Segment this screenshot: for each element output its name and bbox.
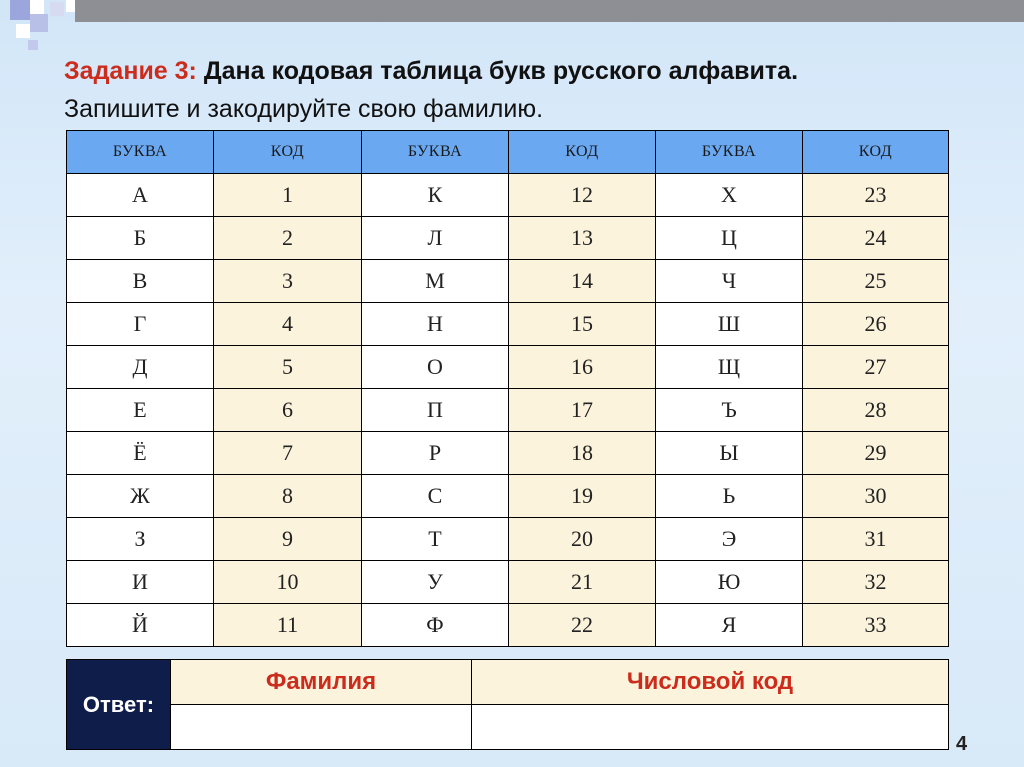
letter-cell: Й bbox=[67, 604, 214, 647]
letter-cell: Л bbox=[362, 217, 509, 260]
code-cell: 8 bbox=[214, 475, 362, 518]
letter-column-header: БУКВА bbox=[656, 131, 803, 174]
code-column-header: КОД bbox=[509, 131, 656, 174]
numeric-code-column-header: Числовой код bbox=[472, 660, 949, 705]
code-table-header-row bbox=[67, 131, 949, 174]
surname-answer-cell[interactable] bbox=[171, 705, 472, 750]
letter-cell: Э bbox=[656, 518, 803, 561]
letter-cell: Ю bbox=[656, 561, 803, 604]
code-cell: 31 bbox=[803, 518, 949, 561]
code-cell: 10 bbox=[214, 561, 362, 604]
code-cell: 33 bbox=[803, 604, 949, 647]
surname-column-header: Фамилия bbox=[171, 660, 472, 705]
table-row bbox=[67, 346, 949, 389]
numeric-code-answer-cell[interactable] bbox=[472, 705, 949, 750]
title-line-2: Запишите и закодируйте свою фамилию. bbox=[64, 95, 544, 123]
letter-cell: К bbox=[362, 174, 509, 217]
letter-cell: Щ bbox=[656, 346, 803, 389]
table-row bbox=[67, 561, 949, 604]
code-cell: 1 bbox=[214, 174, 362, 217]
letter-cell: М bbox=[362, 260, 509, 303]
code-cell: 24 bbox=[803, 217, 949, 260]
code-cell: 17 bbox=[509, 389, 656, 432]
code-cell: 20 bbox=[509, 518, 656, 561]
code-cell: 23 bbox=[803, 174, 949, 217]
letter-cell: А bbox=[67, 174, 214, 217]
code-table bbox=[66, 130, 949, 647]
letter-cell: Х bbox=[656, 174, 803, 217]
table-row bbox=[67, 604, 949, 647]
letter-cell: Ъ bbox=[656, 389, 803, 432]
task-label: Задание 3: bbox=[64, 57, 197, 85]
table-row bbox=[67, 260, 949, 303]
code-cell: 29 bbox=[803, 432, 949, 475]
letter-cell: Ь bbox=[656, 475, 803, 518]
code-cell: 28 bbox=[803, 389, 949, 432]
code-cell: 5 bbox=[214, 346, 362, 389]
title-line-1: Дана кодовая таблица букв русского алфавита. bbox=[203, 57, 799, 85]
table-row bbox=[67, 475, 949, 518]
code-cell: 18 bbox=[509, 432, 656, 475]
letter-column-header: БУКВА bbox=[362, 131, 509, 174]
table-row bbox=[67, 432, 949, 475]
slide-title bbox=[64, 52, 1004, 128]
answer-table bbox=[66, 659, 949, 750]
letter-cell: О bbox=[362, 346, 509, 389]
letter-cell: З bbox=[67, 518, 214, 561]
code-column-header: КОД bbox=[803, 131, 949, 174]
letter-cell: Ф bbox=[362, 604, 509, 647]
code-cell: 6 bbox=[214, 389, 362, 432]
letter-cell: С bbox=[362, 475, 509, 518]
table-row bbox=[67, 303, 949, 346]
code-cell: 19 bbox=[509, 475, 656, 518]
letter-cell: Ч bbox=[656, 260, 803, 303]
top-bar bbox=[75, 0, 1024, 22]
table-row bbox=[67, 389, 949, 432]
letter-cell: В bbox=[67, 260, 214, 303]
letter-cell: Я bbox=[656, 604, 803, 647]
code-cell: 2 bbox=[214, 217, 362, 260]
code-cell: 14 bbox=[509, 260, 656, 303]
letter-cell: Д bbox=[67, 346, 214, 389]
code-cell: 3 bbox=[214, 260, 362, 303]
code-cell: 4 bbox=[214, 303, 362, 346]
code-cell: 13 bbox=[509, 217, 656, 260]
code-cell: 30 bbox=[803, 475, 949, 518]
letter-cell: Т bbox=[362, 518, 509, 561]
code-cell: 25 bbox=[803, 260, 949, 303]
page-number: 4 bbox=[956, 733, 968, 755]
letter-cell: Е bbox=[67, 389, 214, 432]
letter-cell: Ш bbox=[656, 303, 803, 346]
table-row bbox=[67, 518, 949, 561]
letter-cell: Б bbox=[67, 217, 214, 260]
letter-cell: И bbox=[67, 561, 214, 604]
code-cell: 26 bbox=[803, 303, 949, 346]
letter-cell: Ы bbox=[656, 432, 803, 475]
letter-cell: Ц bbox=[656, 217, 803, 260]
letter-column-header: БУКВА bbox=[67, 131, 214, 174]
letter-cell: Н bbox=[362, 303, 509, 346]
code-cell: 7 bbox=[214, 432, 362, 475]
table-row bbox=[67, 217, 949, 260]
code-cell: 16 bbox=[509, 346, 656, 389]
letter-cell: Ж bbox=[67, 475, 214, 518]
letter-cell: Ё bbox=[67, 432, 214, 475]
code-cell: 12 bbox=[509, 174, 656, 217]
code-cell: 22 bbox=[509, 604, 656, 647]
table-row bbox=[67, 174, 949, 217]
answer-label: Ответ: bbox=[67, 660, 171, 750]
letter-cell: У bbox=[362, 561, 509, 604]
code-cell: 9 bbox=[214, 518, 362, 561]
code-column-header: КОД bbox=[214, 131, 362, 174]
letter-cell: П bbox=[362, 389, 509, 432]
code-cell: 27 bbox=[803, 346, 949, 389]
letter-cell: Г bbox=[67, 303, 214, 346]
code-cell: 11 bbox=[214, 604, 362, 647]
code-cell: 15 bbox=[509, 303, 656, 346]
code-cell: 32 bbox=[803, 561, 949, 604]
code-cell: 21 bbox=[509, 561, 656, 604]
letter-cell: Р bbox=[362, 432, 509, 475]
